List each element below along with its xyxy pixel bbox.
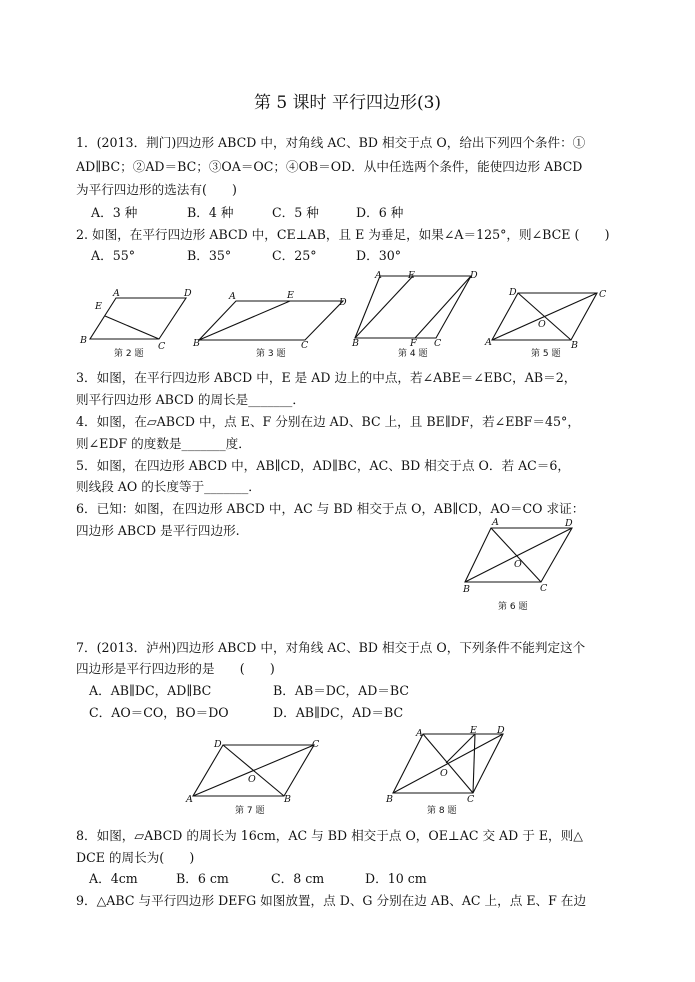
- fig7-label-a: A: [186, 794, 193, 805]
- fig3-label-c: C: [301, 340, 309, 351]
- figure-6-diagram: [458, 515, 588, 615]
- q2-option-c: C．25°: [272, 248, 317, 263]
- fig8-label-a: A: [416, 728, 423, 739]
- figure-7-diagram: [183, 733, 333, 823]
- figure-7: [183, 733, 333, 827]
- fig5-label-o: O: [538, 319, 546, 330]
- figure-5: [484, 268, 619, 367]
- q7-option-a: A．AB∥DC，AD∥BC: [89, 683, 212, 698]
- fig4-label-f: F: [410, 338, 417, 349]
- q9-line1: 9．△ABC 与平行四边形 DEFG 如图放置，点 D、G 分别在边 AB、AC 上，点 E、F 在边: [76, 893, 587, 908]
- q1-option-a: A．3 种: [91, 205, 138, 220]
- fig3-label-a: A: [229, 291, 236, 302]
- q2-option-b: B．35°: [187, 248, 232, 263]
- figure-4: [348, 268, 483, 367]
- q8-option-b: B．6 cm: [176, 871, 229, 886]
- q8-line2: DCE 的周长为( ): [76, 850, 195, 865]
- figure-5-diagram: [484, 268, 619, 363]
- q1-option-b: B．4 种: [187, 205, 234, 220]
- q7-line1: 7．(2013．泸州)四边形 ABCD 中，对角线 AC、BD 相交于点 O，下列条件不能判定这个: [76, 640, 586, 655]
- fig8-label-c: C: [467, 794, 475, 805]
- fig4-label-d: D: [470, 270, 478, 281]
- fig7-label-o: O: [248, 774, 256, 785]
- q8-option-d: D．10 cm: [365, 871, 427, 886]
- q1-option-d: D．6 种: [356, 205, 404, 220]
- fig5-label-a: A: [485, 337, 492, 348]
- fig2-label-e: E: [95, 301, 102, 312]
- fig8-label-b: B: [386, 794, 393, 805]
- q5-line1: 5．如图，在四边形 ABCD 中，AB∥CD，AD∥BC，AC、BD 相交于点 O．若 AC＝6，: [76, 458, 570, 473]
- fig6-label-d: D: [565, 518, 573, 529]
- fig2-label-b: B: [80, 335, 87, 346]
- q2-line1: 2. 如图，在平行四边形 ABCD 中，CE⊥AB，且 E 为垂足，如果∠A＝125°，则∠BCE ( ): [76, 227, 610, 242]
- fig3-label-d: D: [339, 297, 347, 308]
- q1-option-c: C．5 种: [272, 205, 319, 220]
- fig4-label-c: C: [434, 338, 442, 349]
- fig6-label-o: O: [514, 559, 522, 570]
- fig5-label-b: B: [571, 340, 578, 351]
- fig2-label-d: D: [184, 288, 192, 299]
- fig2-label-a: A: [113, 288, 120, 299]
- fig8-label-e: E: [470, 725, 477, 736]
- fig8-label-d: D: [497, 725, 505, 736]
- q2-option-a: A．55°: [91, 248, 136, 263]
- fig6-label-c: C: [540, 583, 548, 594]
- fig5-caption: 第 5 题: [531, 349, 561, 359]
- q6-line1: 6．已知：如图，在四边形 ABCD 中，AC 与 BD 相交于点 O，AB∥CD，AO＝CO 求证：: [76, 501, 585, 516]
- fig7-caption: 第 7 题: [235, 806, 265, 816]
- q1-line2: AD∥BC；②AD＝BC；③OA＝OC；④OB＝OD．从中任选两个条件，能使四边形 ABCD: [76, 159, 583, 174]
- figure-8-diagram: [382, 722, 522, 822]
- fig4-label-e: E: [408, 270, 415, 281]
- figure-2: [76, 268, 196, 367]
- q7-option-c: C．AO＝CO，BO＝DO: [89, 705, 229, 720]
- fig4-label-b: B: [352, 338, 359, 349]
- fig5-label-c: C: [599, 289, 607, 300]
- q1-line1: 1．(2013．荆门)四边形 ABCD 中，对角线 AC、BD 相交于点 O，给出下列四个条件：①: [76, 135, 586, 150]
- q7-option-b: B．AB＝DC，AD＝BC: [273, 683, 410, 698]
- figure-3: [193, 268, 353, 367]
- q8-option-a: A．4cm: [89, 871, 138, 886]
- fig7-label-b: B: [284, 794, 291, 805]
- fig6-label-b: B: [463, 584, 470, 595]
- q7-option-d: D．AB∥DC，AD＝BC: [273, 705, 404, 720]
- fig8-caption: 第 8 题: [427, 806, 457, 816]
- figure-4-diagram: [348, 268, 483, 363]
- q3-line1: 3．如图，在平行四边形 ABCD 中，E 是 AD 边上的中点，若∠ABE＝∠EBC，AB＝2，: [76, 370, 577, 385]
- fig2-caption: 第 2 题: [114, 349, 144, 359]
- figure-3-diagram: [193, 268, 353, 363]
- fig3-label-b: B: [193, 338, 200, 349]
- fig4-label-a: A: [375, 270, 382, 281]
- q7-line2: 四边形是平行四边形的是 ( ): [76, 661, 275, 676]
- figure-6: [458, 515, 588, 619]
- q5-line2: 则线段 AO 的长度等于_______．: [76, 479, 261, 494]
- fig3-caption: 第 3 题: [256, 349, 286, 359]
- q4-line1: 4．如图，在▱ABCD 中，点 E、F 分别在边 AD、BC 上，且 BE∥DF，若∠EBF＝45°，: [76, 414, 580, 429]
- q3-line2: 则平行四边形 ABCD 的周长是_______．: [76, 392, 305, 407]
- q4-line2: 则∠EDF 的度数是_______度．: [76, 436, 251, 451]
- figure-8: [382, 722, 522, 826]
- q1-line3: 为平行四边形的选法有( ): [76, 182, 237, 197]
- fig5-label-d: D: [509, 287, 517, 298]
- q8-line1: 8．如图，▱ABCD 的周长为 16cm，AC 与 BD 相交于点 O，OE⊥AC 交 AD 于 E，则△: [76, 828, 583, 843]
- fig6-label-a: A: [492, 517, 499, 528]
- page-title: 第 5 课时 平行四边形(3): [253, 93, 442, 113]
- fig2-label-c: C: [158, 341, 166, 352]
- fig6-caption: 第 6 题: [498, 602, 528, 612]
- q2-option-d: D．30°: [356, 248, 402, 263]
- q6-line2: 四边形 ABCD 是平行四边形.: [76, 523, 240, 538]
- figure-2-diagram: [76, 268, 196, 363]
- q8-option-c: C．8 cm: [271, 871, 325, 886]
- fig8-label-o: O: [440, 768, 448, 779]
- fig4-caption: 第 4 题: [398, 349, 428, 359]
- fig7-label-c: C: [312, 739, 320, 750]
- fig7-label-d: D: [214, 739, 222, 750]
- fig3-label-e: E: [287, 290, 294, 301]
